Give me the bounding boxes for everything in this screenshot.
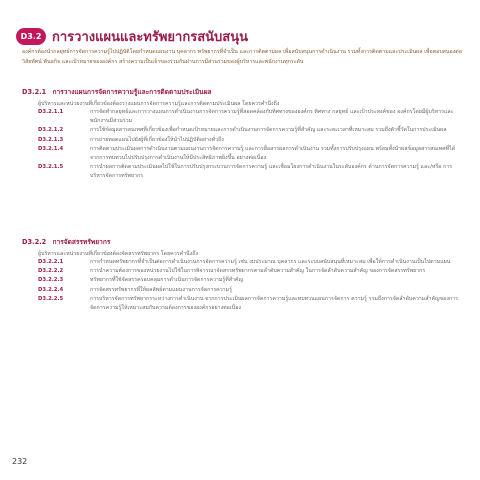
item-code: D3.2.2.3 — [38, 277, 64, 284]
item-code: D3.2.1.2 — [38, 127, 64, 134]
item-text: การบริหารจัดการทรัพยากรระหว่างการดำเนินงาน จากการประเมินผลการจัดการความรู้และทบทวนแผนการจัดการ ความรู้ รวมถึงการจัดลำดับความสำคัญของการจัดการความรู้ให้เหมาะสมกับความต้องการขององค์กรอย่างต่อเนื่อง — [90, 295, 458, 312]
item-code: D3.2.1.4 — [38, 145, 64, 152]
section-heading — [22, 236, 462, 247]
item-text: ทรัพยากรที่ใช้จัดสรรครอบคลุมการดำเนินการจัดการความรู้ที่สำคัญ — [90, 277, 243, 284]
list-item — [22, 108, 462, 126]
section-badge: D3.2 — [16, 28, 46, 45]
list-item — [22, 267, 462, 276]
item-code: D3.2.2.1 — [38, 259, 64, 265]
list-item — [22, 163, 462, 181]
section-d321 — [22, 86, 462, 182]
item-text: การนำความต้องการของหน่วยงานไปใช้ในการพิจารณาจัดสรรทรัพยากรตามลำดับความสำคัญ ในการจัดลำดับความสำคัญ ของการจัดสรรทรัพยากร — [90, 268, 426, 275]
section-number: D3.2.1 — [22, 88, 47, 96]
item-text: การใช้ข้อมูลสารสนเทศที่เกี่ยวข้องเพื่อกำหนดเป้าหมายและการดำเนินงานการจัดการความรู้ที่สำคัญ และระยะเวลาที่เหมาะสม รวมถึงตัวชี้วัดในการประเมินผล — [90, 127, 447, 134]
list-item — [22, 258, 462, 267]
item-code: D3.2.2.4 — [38, 286, 64, 293]
section-title: การวางแผนการจัดการความรู้และการติดตามประเมินผล — [52, 88, 212, 96]
intro-paragraph — [22, 48, 462, 67]
item-text: การจัดทำกลยุทธ์และการวางแผนการดำเนินงานการจัดการความรู้ที่สอดคล้องกับทิศทางขององค์กร ทิศทาง กลยุทธ์ และเป้าประสงค์ของ องค์กรโดยมีผู้บริหารและพนักงานมีส่วนร่วม — [90, 109, 454, 125]
list-item — [22, 276, 462, 285]
section-description: ผู้บริหารและหน่วยงานที่เกี่ยวข้องต้องจัดสรรทรัพยากร โดยควรคำนึงถึง — [38, 251, 199, 257]
section-description: ผู้บริหารและหน่วยงานที่เกี่ยวข้องต้องวางแผนการจัดการความรู้และการติดตามประเมินผล โดยควรคำนึงถึง — [38, 101, 280, 107]
page-number: 232 — [12, 457, 28, 466]
list-item — [22, 136, 462, 145]
intro-text: องค์กรต้องนำกลยุทธ์การจัดการความรู้ไปปฏิบัติโดยกำหนดแผนงาน บุคลากร ทรัพยากรที่จำเป็น และการติดตามผล เพื่อสนับสนุนการดำเนินงาน รวมทั้งการติดตามและประเมินผล เพื่อตอบสนองต่อวิสัยทัศน์ พันธกิจ และเป้าหมายขององค์กร สร้างความเป็นเจ้าของร่วมกันผ่านการมีส่วนร่วมของผู้บริหารและพนักงานทุกระดับ — [22, 49, 462, 65]
section-number: D3.2.2 — [22, 238, 47, 246]
item-code: D3.2.2.5 — [38, 295, 64, 302]
item-text: การนำผลการติดตามประเมินผลไปใช้ในการปรับปรุงกระบวนการจัดการความรู้ และเชื่อมโยงการดำเนินงานในระดับองค์กร ด้านการจัดการความรู้ และ/หรือ การบริหารจัดการทรัพยากร — [90, 164, 453, 180]
item-text: การจัดสรรทรัพยากรที่ให้ผลลัพธ์ตามแผนงานการจัดการความรู้ — [90, 286, 232, 293]
list-item — [22, 145, 462, 163]
item-code: D3.2.1.3 — [38, 136, 64, 143]
item-code: D3.2.2.2 — [38, 268, 64, 275]
item-text: การติดตามประเมินผลการดำเนินงานตามแผนงานการจัดการความรู้ และการสื่อสารผลการดำเนินงาน รวมทั้งการปรับปรุงแผน พร้อมทั้งนำผลข้อมูลสารสนเทศที่ได้จากการทบทวนไปปรับปรุงการดำเนินงานให้มีประสิทธิภาพยิ่งขึ้น อย่างต่อเนื่อง — [90, 145, 456, 162]
list-item — [22, 286, 462, 295]
list-item — [22, 126, 462, 135]
section-title: การจัดสรรทรัพยากร — [52, 238, 111, 246]
section-heading — [22, 86, 462, 97]
section-d322 — [22, 236, 462, 313]
item-text: การถ่ายทอดแผนไปยังผู้ที่เกี่ยวข้องให้นำไปปฏิบัติอย่างทั่วถึง — [90, 136, 224, 143]
item-text: การกำหนดทรัพยากรที่จำเป็นต่อการดำเนินงานการจัดการความรู้ เช่น งบประมาณ บุคลากร และระบบสนับสนุนที่เหมาะสม เพื่อให้การดำเนินงานเป็นไปตามแผน — [90, 259, 451, 265]
list-item — [22, 295, 462, 313]
item-code: D3.2.1.1 — [38, 109, 64, 115]
item-code: D3.2.1.5 — [38, 164, 64, 171]
page-title: การวางแผนและทรัพยากรสนับสนุน — [52, 30, 248, 45]
